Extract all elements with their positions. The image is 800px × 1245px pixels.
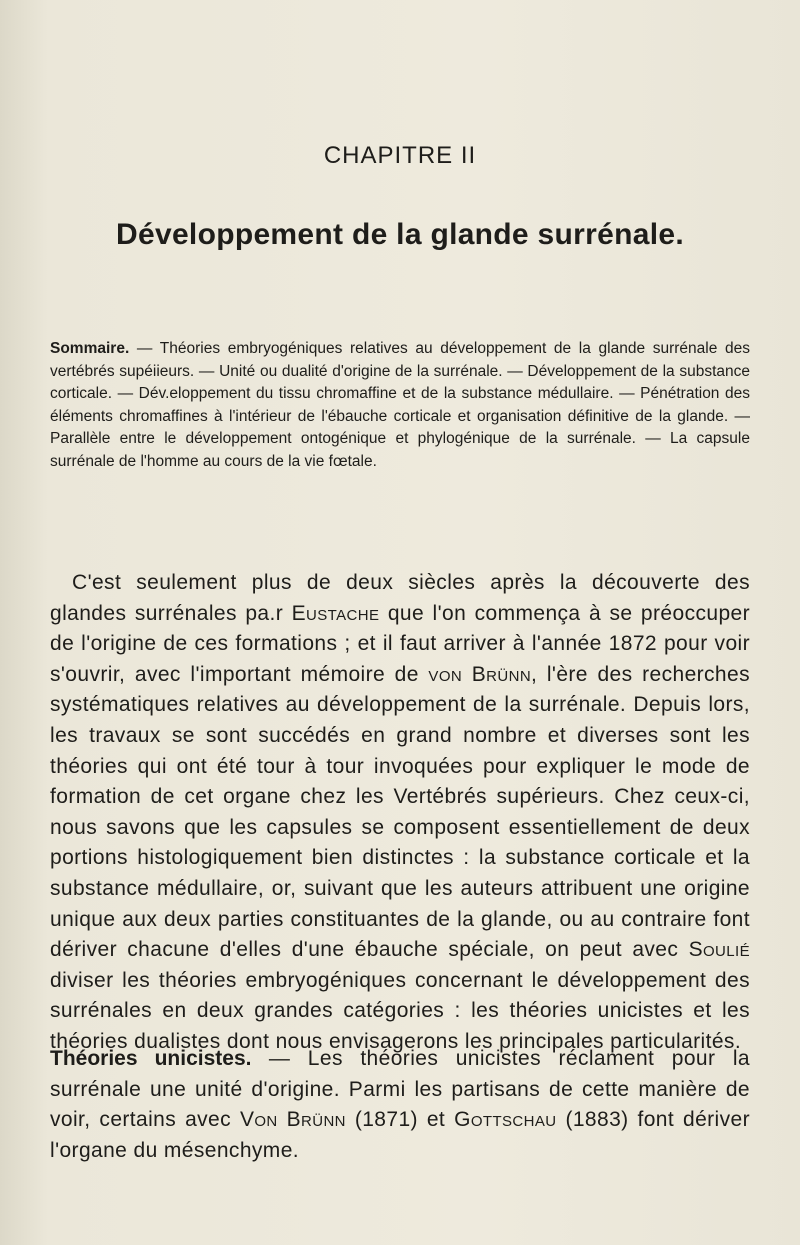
paragraph-text: (1871) et: [345, 1108, 455, 1132]
paragraph-text: , l'ère des recherches systématiques relatives au développement de la surrénale. Depuis lors, les travaux se sont succédés en grand nombre et diverses sont les théories qui ont été tour à tour invoquées pour expliquer le mode de formation de cet organe chez les Vertébrés supérieurs. Chez ceux-ci, nous savons que les capsules se composent essentiellement de deux portions histologiquement bien distinctes : la substance corticale et la substance médullaire, or, suivant que les auteurs attribuent une origine unique aux deux parties constituantes de la glande, ou au contraire font dériver chacune d'elles d'une ébauche spéciale, on peut avec: [50, 662, 750, 962]
author-name: von Brünn: [428, 662, 532, 686]
paragraph-text: que l'on commença à se préoccuper de l'origine de ces formations ; et il faut arriver à l'année 1872 pour voir s'ouvrir, avec l'important mémoire de: [50, 601, 750, 686]
paragraph-text: (1883) font dériver l'organe du mésenchyme.: [50, 1108, 750, 1162]
author-name: Gottschau: [454, 1108, 557, 1132]
author-name: Eustache: [291, 601, 380, 625]
chapter-title: Développement de la glande surrénale.: [116, 218, 684, 251]
paragraph-intro: [50, 568, 750, 1058]
chapter-label: CHAPITRE II: [323, 142, 477, 169]
summary-lead: Sommaire.: [50, 340, 130, 357]
author-name: Von Brünn: [239, 1108, 346, 1132]
summary-text: — Théories embryogéniques relatives au développement de la glande surrénale des vertébrés supéiieurs. — Unité ou dualité d'origine de la surrénale. — Développement de la substance corticale. — Dév.eloppement du tissu chromaffine et de la substance médullaire. — Pénétration des éléments chromaffines à l'intérieur de l'ébauche corticale et organisation définitive de la glande. — Parallèle entre le développement ontogénique et phylogénique de la surrénale. — La capsule surrénale de l'homme au cours de la vie fœtale.: [50, 340, 750, 470]
paragraph-text: diviser les théories embryogéniques concernant le développement des surrénales en deux grandes catégories : les théories unicistes et les théories dualistes dont nous envisagerons les principales particularités.: [50, 968, 750, 1053]
paragraph-unicist-theories: [50, 1044, 750, 1166]
author-name: Soulié: [688, 938, 750, 962]
paragraph-text: — Les théories unicistes réclament pour la surrénale une unité d'origine. Parmi les partisans de cette manière de voir, certains avec: [50, 1047, 750, 1132]
section-heading: Théories unicistes.: [50, 1047, 252, 1070]
summary-block: [50, 338, 750, 473]
paragraph-text: C'est seulement plus de deux siècles après la découverte des glandes surrénales pa.r: [50, 571, 750, 625]
